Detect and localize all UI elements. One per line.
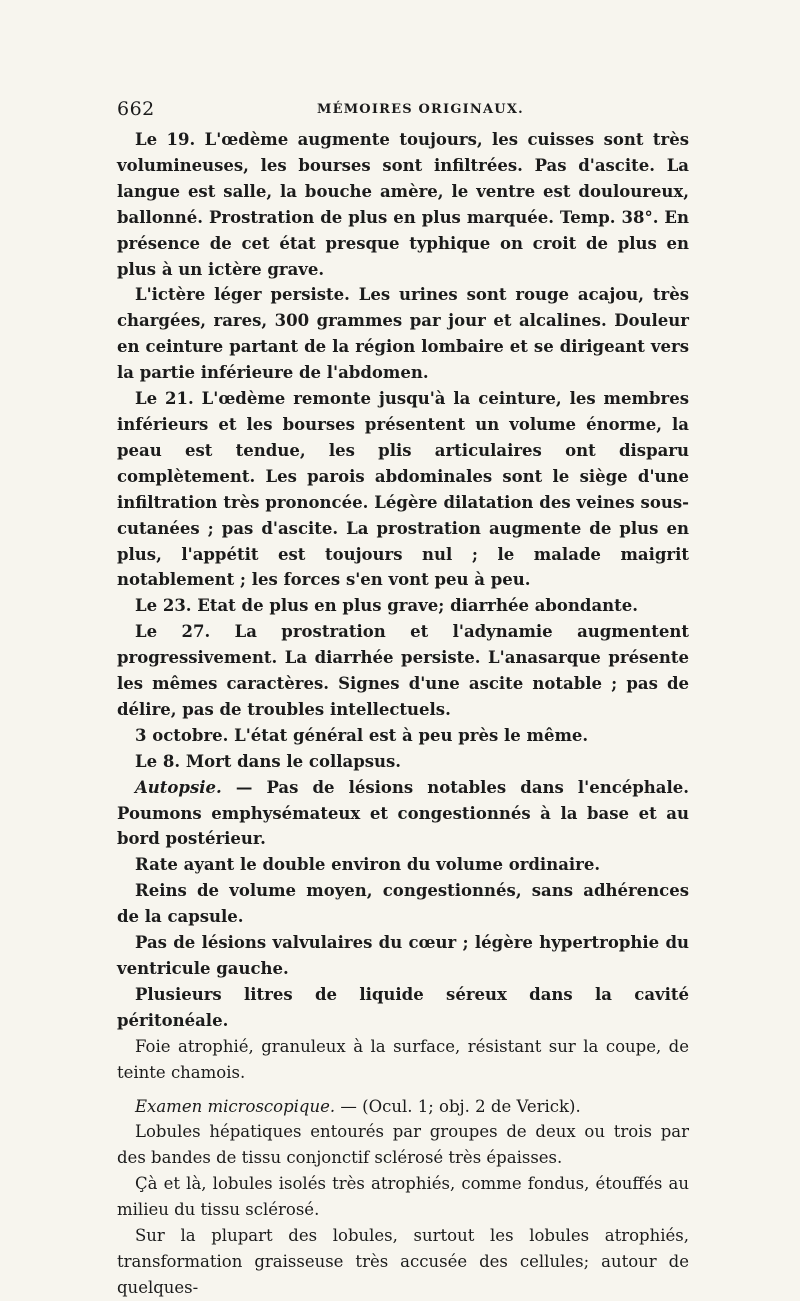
paragraph-plupart — [117, 1223, 689, 1301]
paragraph-le-19 — [117, 127, 689, 282]
paragraph-liquide — [117, 982, 689, 1034]
page-number: 662 — [117, 98, 155, 120]
paragraph-reins — [117, 878, 689, 930]
paragraph-text: Reins de volume moyen, congestionnés, sans adhérences de la capsule. — [117, 881, 689, 927]
section-lead-examen: Examen microscopique. — [135, 1096, 336, 1116]
paragraph-le-23 — [117, 593, 689, 619]
section-lead-autopsie: Autopsie. — [135, 777, 222, 797]
paragraph-text: Le 27. La prostration et l'adynamie augmentent progressivement. La diarrhée persiste. L'anasarque présente les mêmes caractères. Signes d'une ascite notable ; pas de délire, pas de troubles intellectuels. — [117, 622, 689, 719]
paragraph-autopsie — [117, 775, 689, 853]
running-title: MÉMOIRES ORIGINAUX. — [317, 102, 524, 117]
paragraph-text: L'ictère léger persiste. Les urines sont rouge acajou, très chargées, rares, 300 grammes par jour et alcalines. Douleur en ceinture partant de la région lombaire et se dirigeant vers la partie inférieure de l'abdomen. — [117, 285, 689, 383]
paragraph-text: Plusieurs litres de liquide séreux dans la cavité péritonéale. — [117, 984, 689, 1030]
paragraph-text: 3 octobre. L'état général est à peu près le même. — [135, 725, 589, 745]
paragraph-text: Çà et là, lobules isolés très atrophiés, comme fondus, étouffés au milieu du tissu sclérosé. — [117, 1174, 689, 1220]
paragraph-text: Le 21. L'œdème remonte jusqu'à la ceinture, les membres inférieurs et les bourses présentent un volume énorme, la peau est tendue, les plis articulaires ont disparu complètement. Les parois abdominales sont le siège d'une infiltration très prononcée. Légère dilatation des veines sous-cutanées ; pas d'ascite. La prostration augmente de plus en plus, l'appétit est toujours nul ; le malade maigrit notablement ; les forces s'en vont peu à peu. — [117, 389, 689, 590]
paragraph-ictere — [117, 282, 689, 386]
page-header — [117, 98, 689, 128]
paragraph-le-8 — [117, 749, 689, 775]
paragraph-3-octobre — [117, 723, 689, 749]
paragraph-text: Le 8. Mort dans le collapsus. — [135, 751, 402, 771]
paragraph-text: Rate ayant le double environ du volume ordinaire. — [135, 855, 601, 875]
paragraph-text: — (Ocul. 1; obj. 2 de Verick). — [335, 1096, 581, 1116]
paragraph-text: — Pas de lésions notables dans l'encéphale. Poumons emphysémateux et congestionnés à la base et au bord postérieur. — [117, 777, 689, 849]
paragraph-lobules — [117, 1119, 689, 1171]
paragraph-text: Foie atrophié, granuleux à la surface, résistant sur la coupe, de teinte chamois. — [117, 1036, 689, 1082]
paragraph-text: Le 19. L'œdème augmente toujours, les cuisses sont très volumineuses, les bourses sont infiltrées. Pas d'ascite. La langue est salle, la bouche amère, le ventre est douloureux, ballonné. Prostration de plus en plus marquée. Temp. 38°. En présence de cet état presque typhique on croit de plus en plus à un ictère grave. — [117, 130, 689, 279]
paragraph-examen — [117, 1094, 689, 1120]
paragraph-text: Le 23. Etat de plus en plus grave; diarrhée abondante. — [135, 596, 639, 616]
paragraph-text: Sur la plupart des lobules, surtout les lobules atrophiés, transformation graisseuse très accusée des cellules; autour de quelques- — [117, 1226, 689, 1297]
paragraph-rate — [117, 852, 689, 878]
paragraph-ca-et-la — [117, 1171, 689, 1223]
paragraph-coeur — [117, 930, 689, 982]
paragraph-text: Pas de lésions valvulaires du cœur ; légère hypertrophie du ventricule gauche. — [117, 933, 689, 978]
paragraph-foie — [117, 1034, 689, 1086]
paragraph-text: Lobules hépatiques entourés par groupes de deux ou trois par des bandes de tissu conjonctif sclérosé très épaisses. — [117, 1122, 689, 1168]
body-text — [117, 127, 689, 1301]
paragraph-le-21 — [117, 386, 689, 593]
paragraph-le-27 — [117, 619, 689, 723]
